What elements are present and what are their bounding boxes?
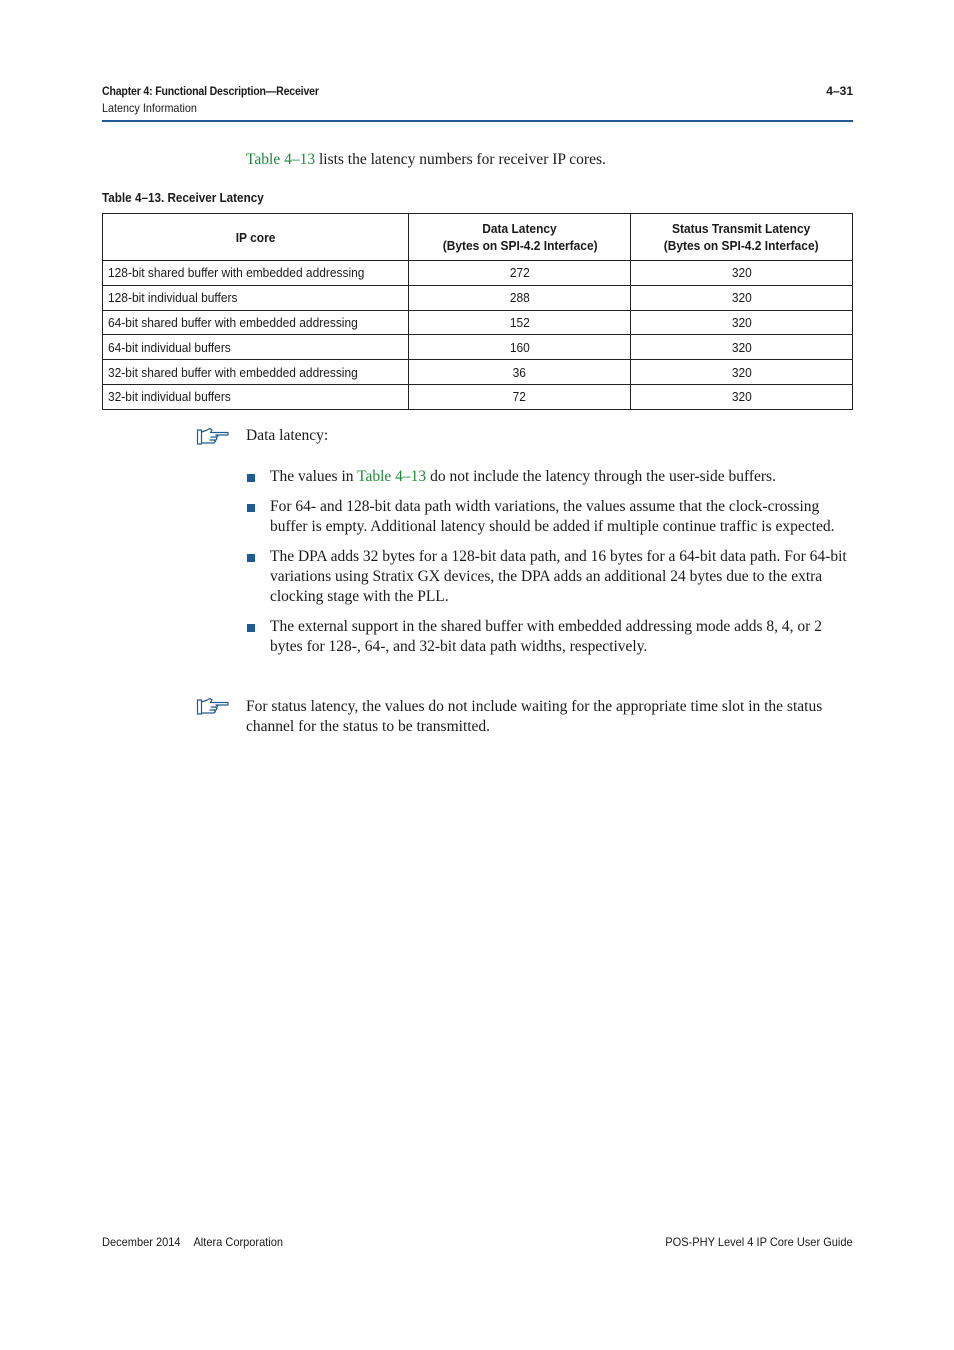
intro-paragraph bbox=[246, 151, 606, 169]
column-header-ip-core: IP core bbox=[103, 214, 409, 261]
bullet-text: The external support in the shared buffer with embedded addressing mode adds 8, 4, or 2 bytes for 128-, 64-, and 32-bit data path widths, respectively. bbox=[270, 618, 822, 655]
data-latency-cell: 72 bbox=[409, 384, 631, 409]
status-latency-cell: 320 bbox=[631, 360, 853, 385]
page-number: 4–31 bbox=[826, 84, 853, 98]
note-status-latency: For status latency, the values do not include waiting for the appropriate time slot in the status channel for the status to be transmitted. bbox=[246, 698, 823, 735]
intro-text: lists the latency numbers for receiver IP cores. bbox=[315, 151, 606, 168]
pointing-hand-icon bbox=[196, 426, 230, 446]
table-row bbox=[103, 360, 853, 385]
table-row bbox=[103, 335, 853, 360]
table-caption: Table 4–13. Receiver Latency bbox=[102, 190, 264, 205]
table-row bbox=[103, 384, 853, 409]
bullet-text: The DPA adds 32 bytes for a 128-bit data path, and 16 bytes for a 64-bit data path. For 64-bit variations using Stratix GX devices, the DPA adds an additional 24 bytes due to the extra clocking stage with the PLL. bbox=[270, 548, 847, 605]
status-latency-cell: 320 bbox=[631, 285, 853, 310]
header-rule bbox=[102, 120, 853, 122]
status-latency-cell: 320 bbox=[631, 310, 853, 335]
ip-core-cell: 128-bit individual buffers bbox=[103, 285, 409, 310]
data-latency-cell: 288 bbox=[409, 285, 631, 310]
bullet-square-icon bbox=[247, 474, 255, 482]
footer-date: December 2014 bbox=[102, 1235, 181, 1249]
status-latency-cell: 320 bbox=[631, 335, 853, 360]
bullet-square-icon bbox=[247, 504, 255, 512]
table-header-row bbox=[103, 214, 853, 261]
bullet-text: For 64- and 128-bit data path width variations, the values assume that the clock-crossing buffer is empty. Additional latency should be added if multiple continue traffic is expected. bbox=[270, 498, 835, 535]
note-data-latency: Data latency: bbox=[246, 427, 329, 444]
list-item bbox=[246, 497, 852, 537]
data-latency-cell: 272 bbox=[409, 261, 631, 286]
ip-core-cell: 64-bit individual buffers bbox=[103, 335, 409, 360]
list-item bbox=[246, 617, 852, 657]
list-item bbox=[246, 467, 852, 487]
status-latency-cell: 320 bbox=[631, 384, 853, 409]
bullet-list bbox=[246, 467, 852, 667]
pointing-hand-icon bbox=[196, 696, 230, 716]
column-header-data-latency: Data Latency (Bytes on SPI-4.2 Interface) bbox=[409, 214, 631, 261]
data-latency-cell: 152 bbox=[409, 310, 631, 335]
table-row bbox=[103, 285, 853, 310]
ip-core-cell: 32-bit shared buffer with embedded addressing bbox=[103, 360, 409, 385]
status-latency-cell: 320 bbox=[631, 261, 853, 286]
receiver-latency-table bbox=[102, 213, 853, 410]
section-title: Latency Information bbox=[102, 101, 197, 115]
footer-guide-title: POS-PHY Level 4 IP Core User Guide bbox=[665, 1235, 853, 1249]
data-latency-cell: 36 bbox=[409, 360, 631, 385]
list-item bbox=[246, 547, 852, 607]
footer-left bbox=[102, 1235, 283, 1249]
footer-company: Altera Corporation bbox=[193, 1235, 284, 1249]
ip-core-cell: 128-bit shared buffer with embedded addressing bbox=[103, 261, 409, 286]
bullet-text: do not include the latency through the user-side buffers. bbox=[426, 468, 776, 485]
bullet-text: The values in bbox=[270, 468, 358, 485]
table-link[interactable]: Table 4–13 bbox=[357, 468, 427, 485]
table-row bbox=[103, 310, 853, 335]
table-row bbox=[103, 261, 853, 286]
bullet-square-icon bbox=[247, 554, 255, 562]
bullet-square-icon bbox=[247, 624, 255, 632]
chapter-title: Chapter 4: Functional Description—Receiver bbox=[102, 84, 319, 98]
table-link[interactable]: Table 4–13 bbox=[246, 151, 316, 168]
page-header bbox=[102, 84, 853, 122]
data-latency-cell: 160 bbox=[409, 335, 631, 360]
column-header-status-latency: Status Transmit Latency (Bytes on SPI-4.2 Interface) bbox=[631, 214, 853, 261]
ip-core-cell: 64-bit shared buffer with embedded addressing bbox=[103, 310, 409, 335]
ip-core-cell: 32-bit individual buffers bbox=[103, 384, 409, 409]
